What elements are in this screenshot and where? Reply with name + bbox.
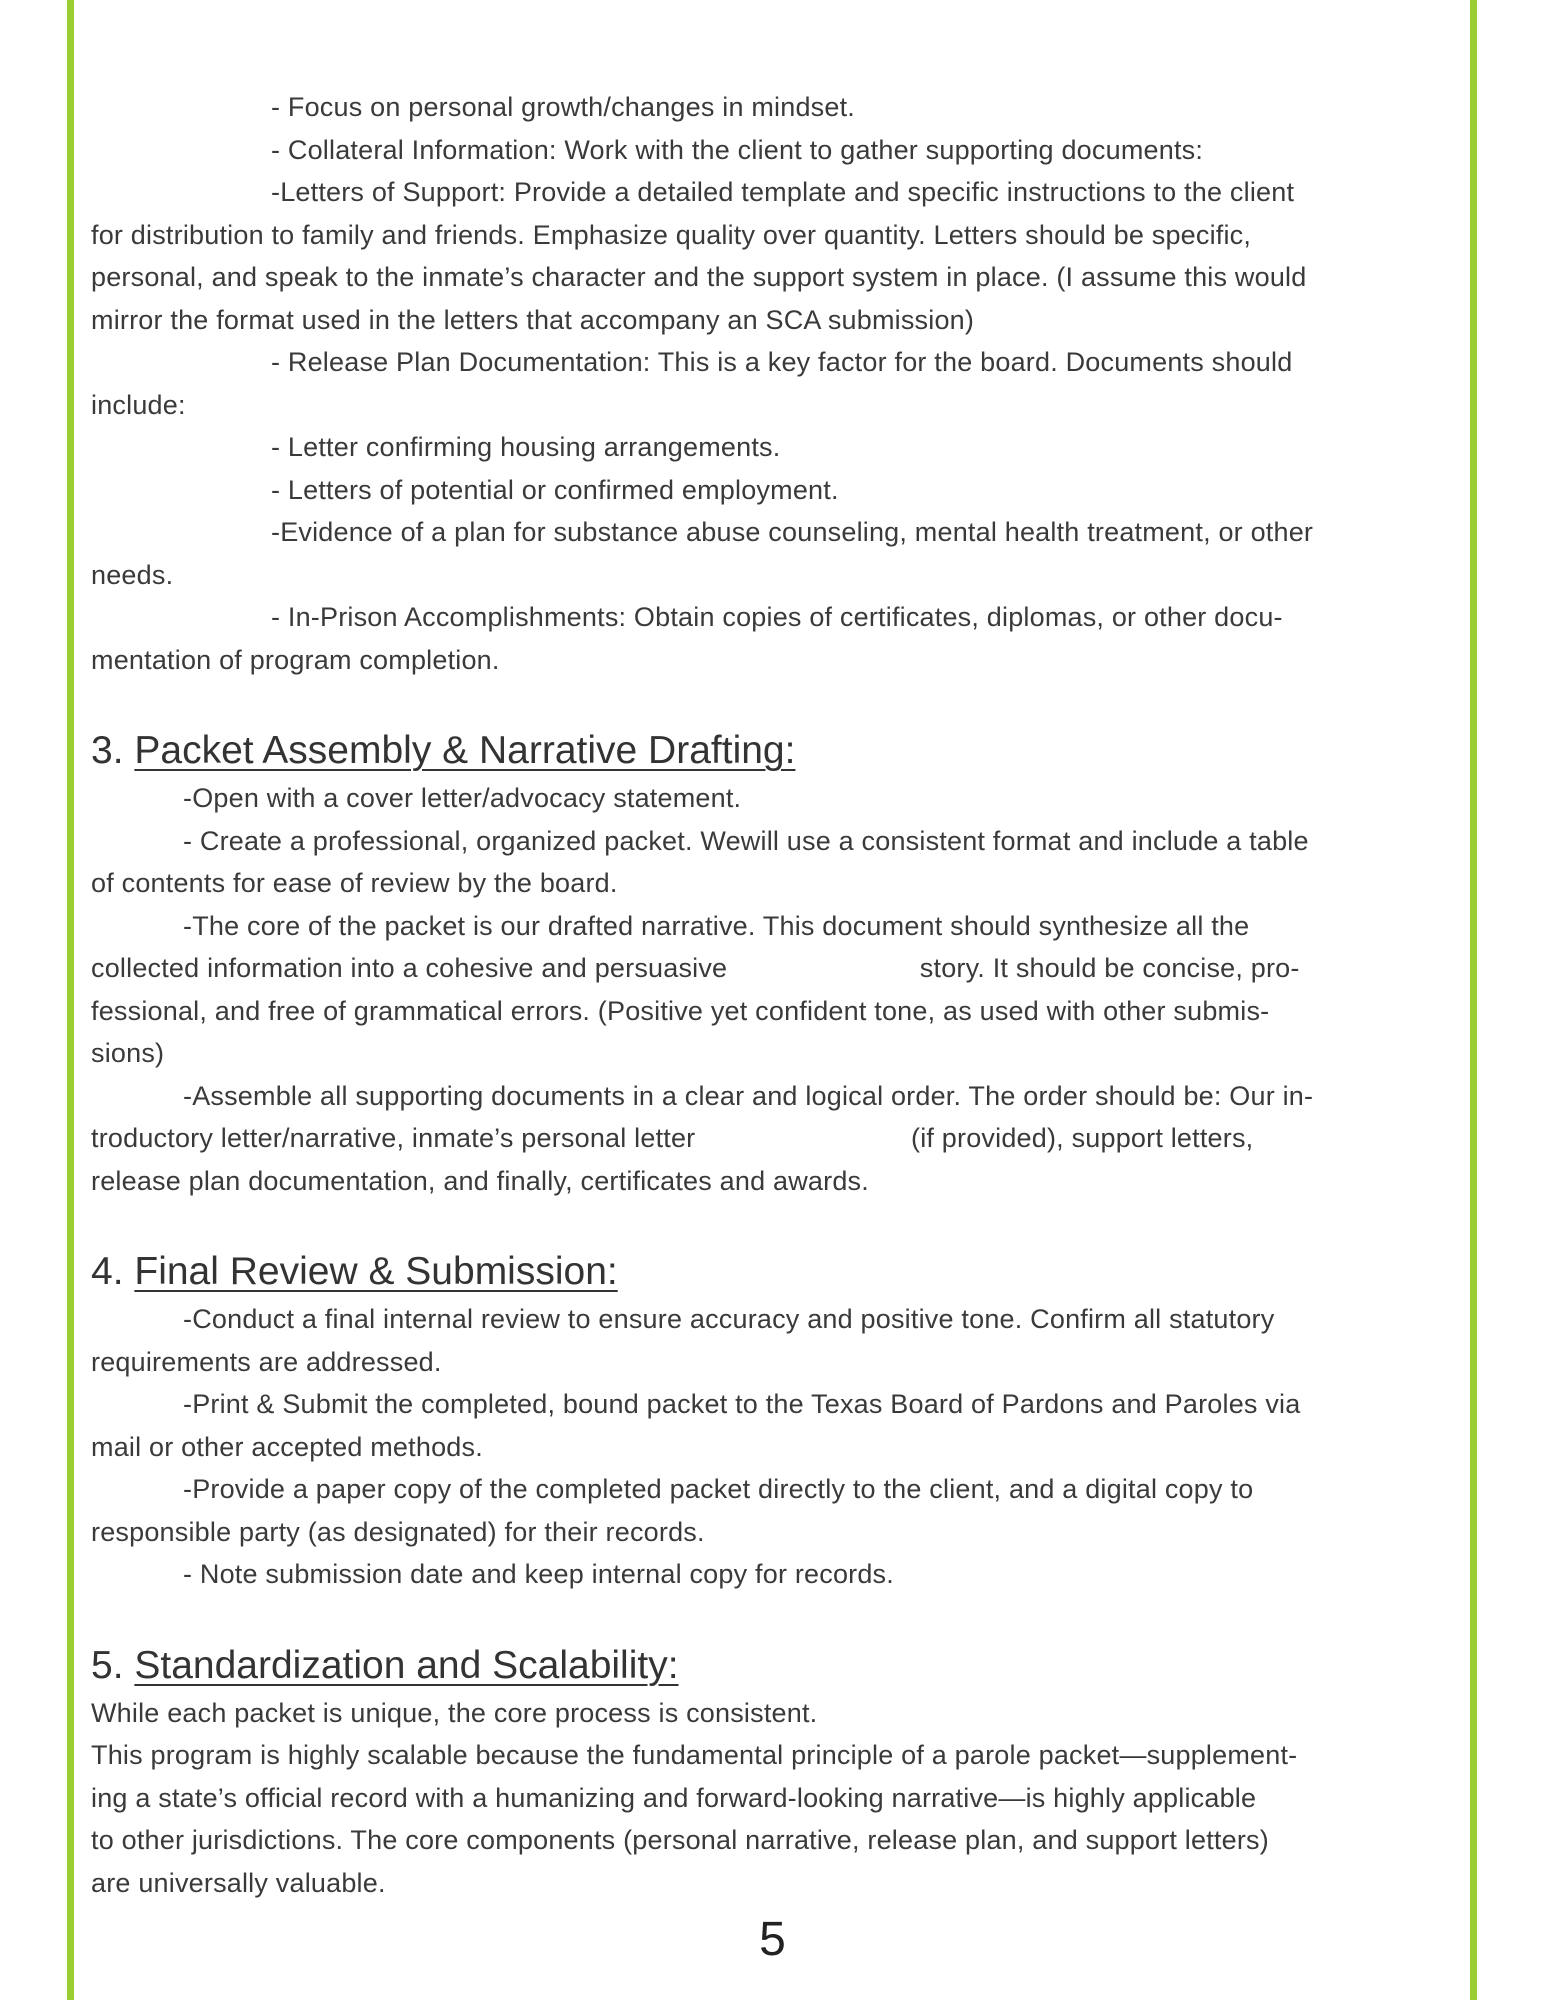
body-line: - Collateral Information: Work with the client to gather supporting documents: bbox=[271, 134, 1204, 165]
section-title: Packet Assembly & Narrative Drafting: bbox=[134, 729, 796, 772]
body-line: - Letter confirming housing arrangements. bbox=[271, 432, 781, 462]
body-line: mirror the format used in the letters that accompany an SCA submission) bbox=[91, 304, 975, 335]
body-line: - Create a professional, organized packet. Wewill use a consistent format and include a table bbox=[183, 825, 1309, 856]
body-line: This program is highly scalable because the fundamental principle of a parole packet—supplement- bbox=[91, 1740, 1298, 1770]
body-line: requirements are addressed. bbox=[91, 1346, 442, 1377]
left-border bbox=[67, 0, 74, 2000]
body-line: personal, and speak to the inmate’s character and the support system in place. (I assume this would bbox=[91, 262, 1307, 292]
section-title: Final Review & Submission: bbox=[134, 1250, 618, 1293]
body-line: -Letters of Support: Provide a detailed template and specific instructions to the client bbox=[271, 177, 1295, 207]
section-heading bbox=[91, 1642, 1421, 1690]
section-heading bbox=[91, 1248, 1421, 1296]
body-line: -Assemble all supporting documents in a clear and logical order. The order should be: Our in- bbox=[183, 1080, 1314, 1111]
body-line: -Conduct a final internal review to ensure accuracy and positive tone. Confirm all statutory bbox=[183, 1304, 1275, 1334]
body-line: to other jurisdictions. The core components (personal narrative, release plan, and support letters) bbox=[91, 1825, 1269, 1855]
section-3 bbox=[91, 727, 1421, 1202]
body-line: - Focus on personal growth/changes in mindset. bbox=[271, 92, 856, 122]
body-line: responsible party (as designated) for their records. bbox=[91, 1516, 705, 1547]
body-line: troductory letter/narrative, inmate’s personal letter (if provided), support letters, bbox=[91, 1123, 1254, 1153]
body-line: collected information into a cohesive and persuasive story. It should be concise, pro- bbox=[91, 953, 1300, 983]
body-line: for distribution to family and friends. Emphasize quality over quantity. Letters should be specific, bbox=[91, 219, 1252, 250]
body-line: are universally valuable. bbox=[91, 1867, 386, 1898]
section-number: 5. bbox=[91, 1643, 124, 1687]
body-line: mail or other accepted methods. bbox=[91, 1431, 483, 1462]
body-line: ing a state’s official record with a humanizing and forward-looking narrative—is highly applicable bbox=[91, 1782, 1257, 1813]
body-line: - In-Prison Accomplishments: Obtain copies of certificates, diplomas, or other docu- bbox=[271, 602, 1283, 632]
right-border bbox=[1470, 0, 1477, 2000]
body-line: -Provide a paper copy of the completed packet directly to the client, and a digital copy to bbox=[183, 1474, 1254, 1504]
body-line: -Open with a cover letter/advocacy statement. bbox=[183, 783, 742, 813]
body-line: -The core of the packet is our drafted narrative. This document should synthesize all the bbox=[183, 910, 1250, 941]
document-body bbox=[91, 86, 1421, 1904]
body-line: needs. bbox=[91, 559, 174, 590]
section-2-continued bbox=[91, 86, 1421, 681]
section-title: Standardization and Scalability: bbox=[134, 1643, 679, 1687]
section-number: 4. bbox=[91, 1250, 124, 1293]
body-line: release plan documentation, and finally, certificates and awards. bbox=[91, 1165, 869, 1196]
body-line: - Release Plan Documentation: This is a key factor for the board. Documents should bbox=[271, 347, 1293, 377]
body-line: While each packet is unique, the core process is consistent. bbox=[91, 1697, 818, 1728]
body-line: of contents for ease of review by the board. bbox=[91, 868, 618, 898]
body-line: - Letters of potential or confirmed employment. bbox=[271, 474, 839, 505]
body-line: include: bbox=[91, 389, 186, 420]
body-line: -Print & Submit the completed, bound packet to the Texas Board of Pardons and Paroles via bbox=[183, 1389, 1301, 1419]
section-heading bbox=[91, 727, 1421, 775]
body-line: sions) bbox=[91, 1038, 165, 1068]
body-line: - Note submission date and keep internal copy for records. bbox=[183, 1559, 894, 1589]
section-4 bbox=[91, 1248, 1421, 1596]
section-number: 3. bbox=[91, 729, 124, 772]
body-line: mentation of program completion. bbox=[91, 644, 500, 675]
section-5 bbox=[91, 1642, 1421, 1905]
page-number: 5 bbox=[759, 1913, 786, 1966]
body-line: fessional, and free of grammatical errors. (Positive yet confident tone, as used with other submis- bbox=[91, 995, 1270, 1026]
body-line: -Evidence of a plan for substance abuse counseling, mental health treatment, or other bbox=[271, 517, 1314, 547]
